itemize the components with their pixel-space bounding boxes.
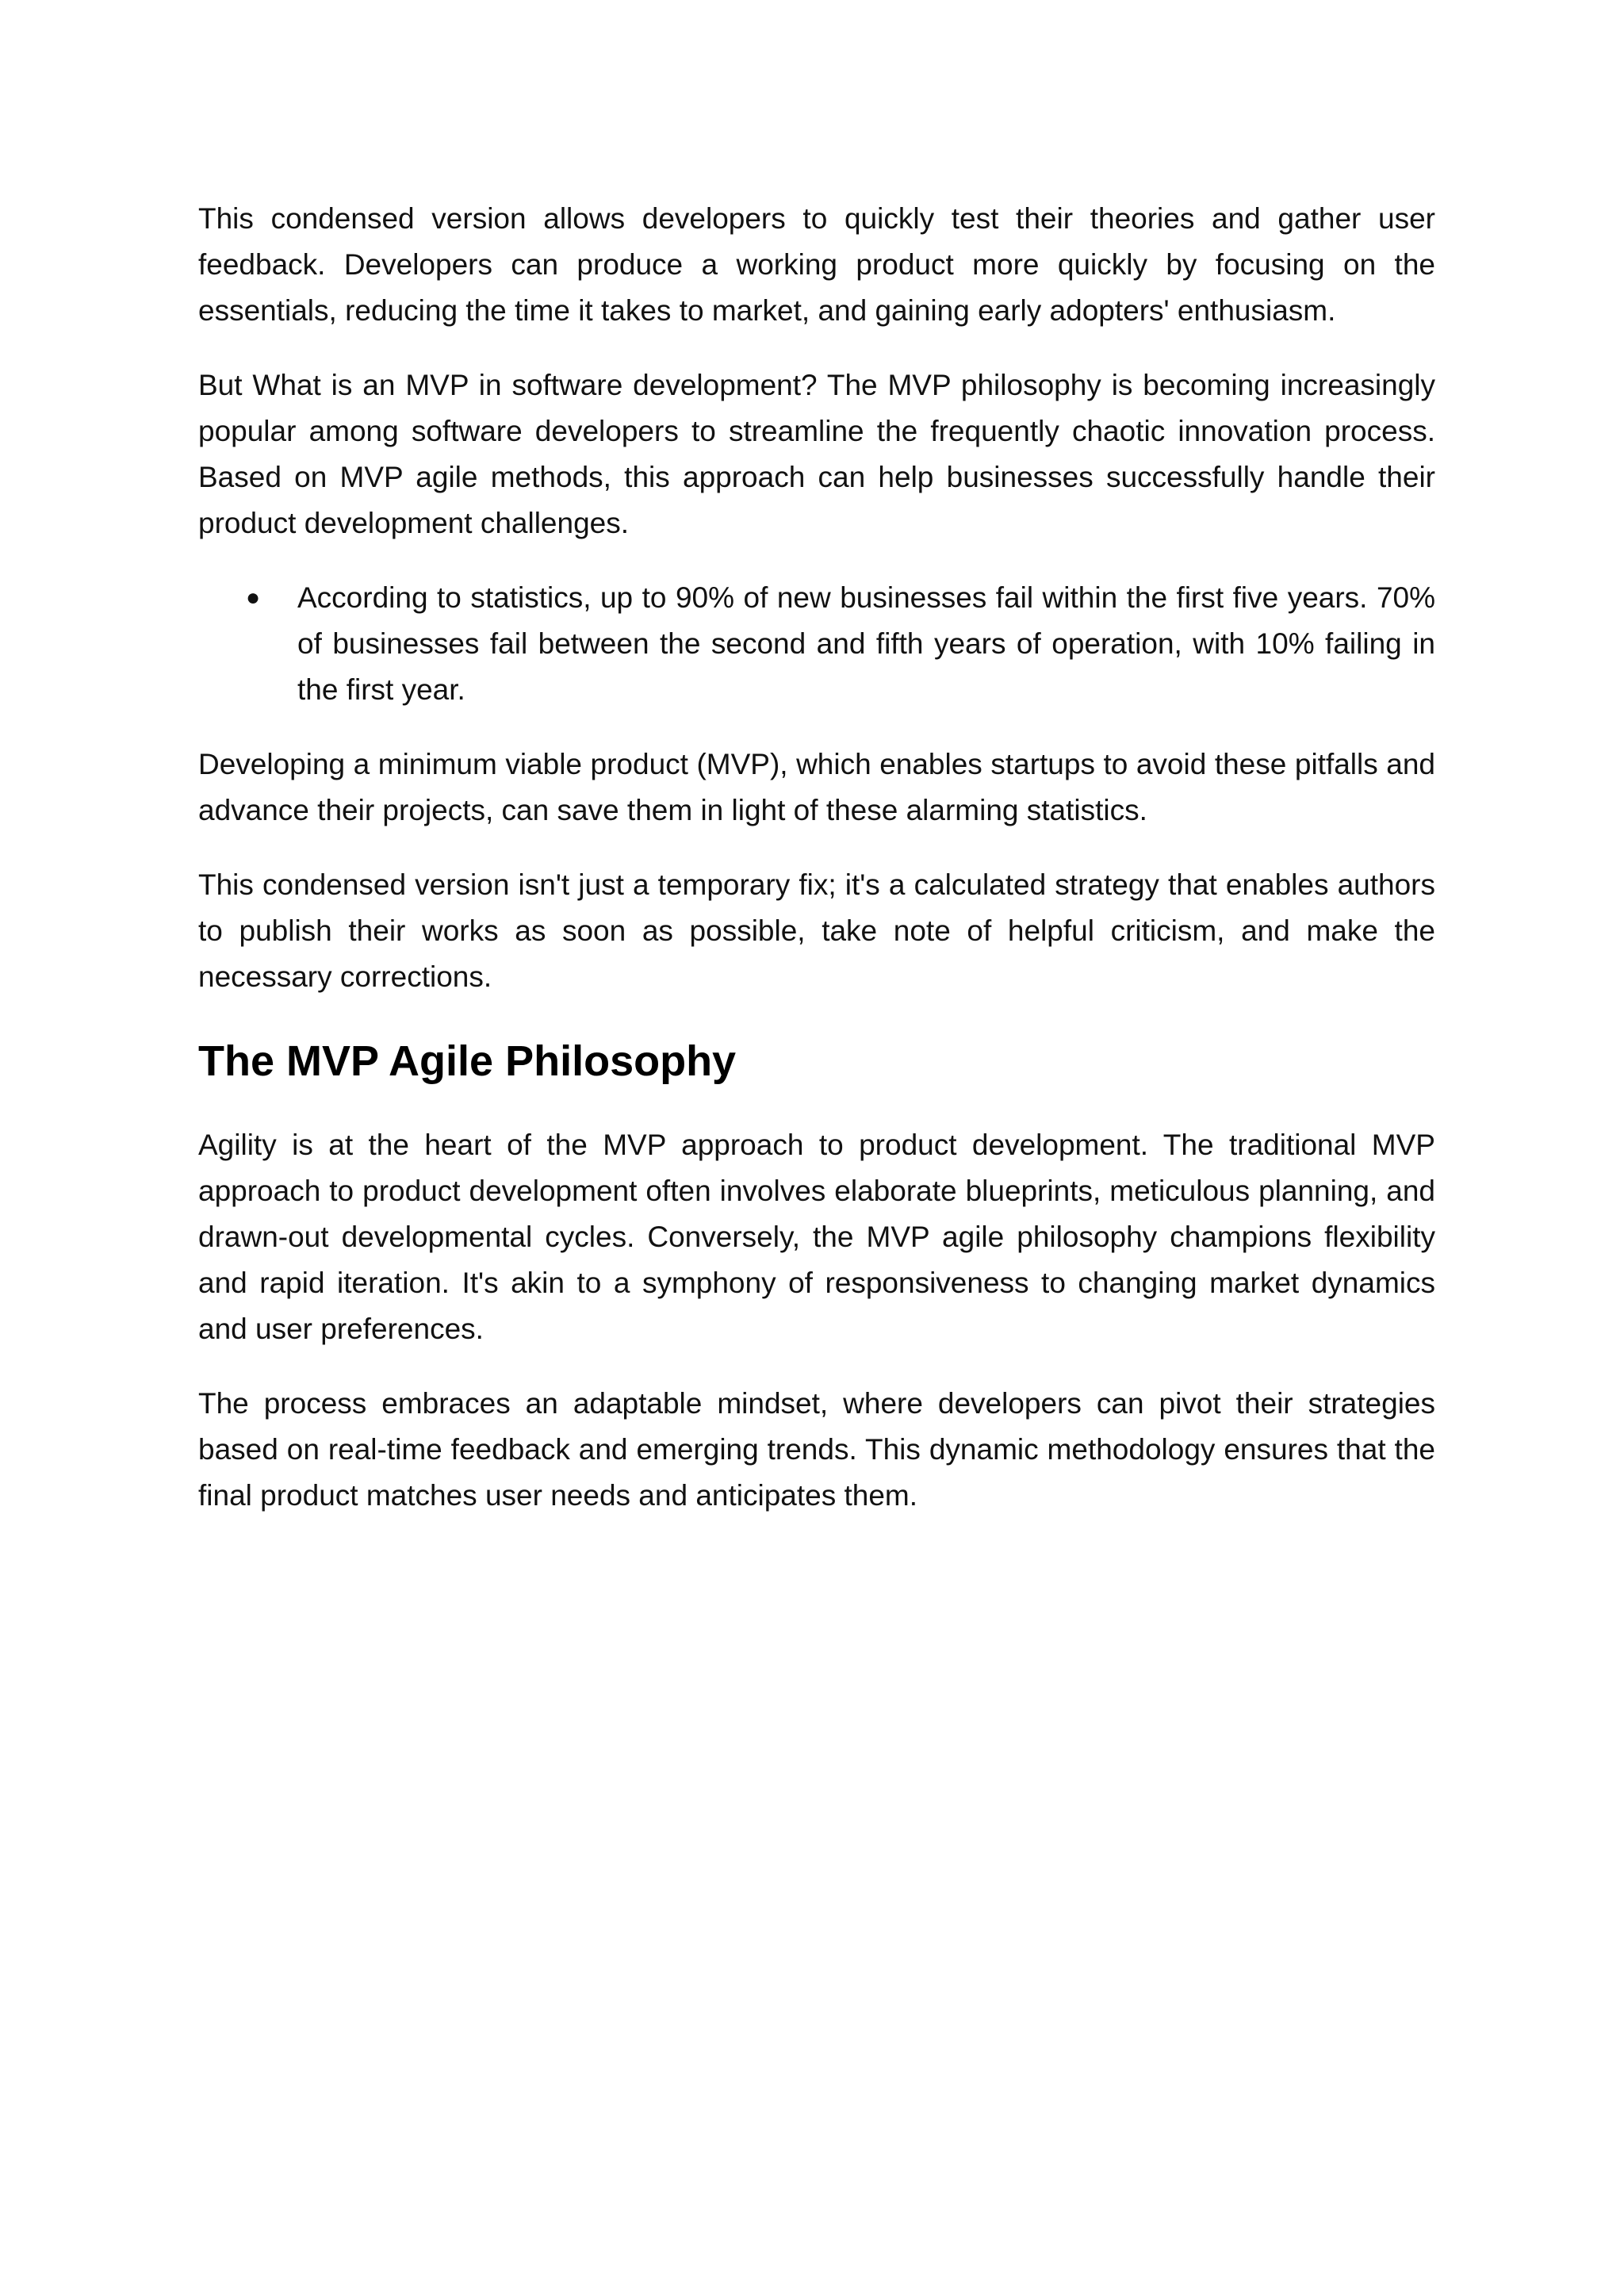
bullet-text: According to statistics, up to 90% of new businesses fail within the first five years. 70% of businesses fail between the second and fifth years of operation, with 10% failing in the first year. bbox=[297, 581, 1435, 706]
bullet-dot-icon: ● bbox=[246, 585, 261, 611]
paragraph-what-is-mvp: But What is an MVP in software development? The MVP philosophy is becoming increasingly popular among software developers to streamline the frequently chaotic innovation process. Based on MVP agile methods, this approach can help businesses successfully handle their product development challenges. bbox=[198, 369, 1435, 539]
section-heading: The MVP Agile Philosophy bbox=[198, 1037, 737, 1085]
paragraph-developing-mvp: Developing a minimum viable product (MVP), which enables startups to avoid these pitfalls and advance their projects, can save them in light of these alarming statistics. bbox=[198, 748, 1435, 826]
paragraph-temporary-fix: This condensed version isn't just a temporary fix; it's a calculated strategy that enables authors to publish their works as soon as possible, take note of helpful criticism, and make the necessary corrections. bbox=[198, 868, 1435, 993]
paragraph-condensed-version-intro: This condensed version allows developers to quickly test their theories and gather user feedback. Developers can produce a working product more quickly by focusing on the essentials, reducing the time it takes to market, and gaining early adopters' enthusiasm. bbox=[198, 202, 1435, 327]
paragraph-adaptable-mindset: The process embraces an adaptable mindset, where developers can pivot their strategies based on real-time feedback and emerging trends. This dynamic methodology ensures that the final product matches user needs and anticipates them. bbox=[198, 1387, 1435, 1512]
list-item bbox=[198, 575, 1435, 713]
document-body bbox=[198, 196, 1435, 1547]
statistics-bullet-list bbox=[198, 575, 1435, 713]
paragraph-agility: Agility is at the heart of the MVP approach to product development. The traditional MVP approach to product development often involves elaborate blueprints, meticulous planning, and drawn-out developmental cycles. Conversely, the MVP agile philosophy champions flexibility and rapid iteration. It's akin to a symphony of responsiveness to changing market dynamics and user preferences. bbox=[198, 1129, 1435, 1345]
